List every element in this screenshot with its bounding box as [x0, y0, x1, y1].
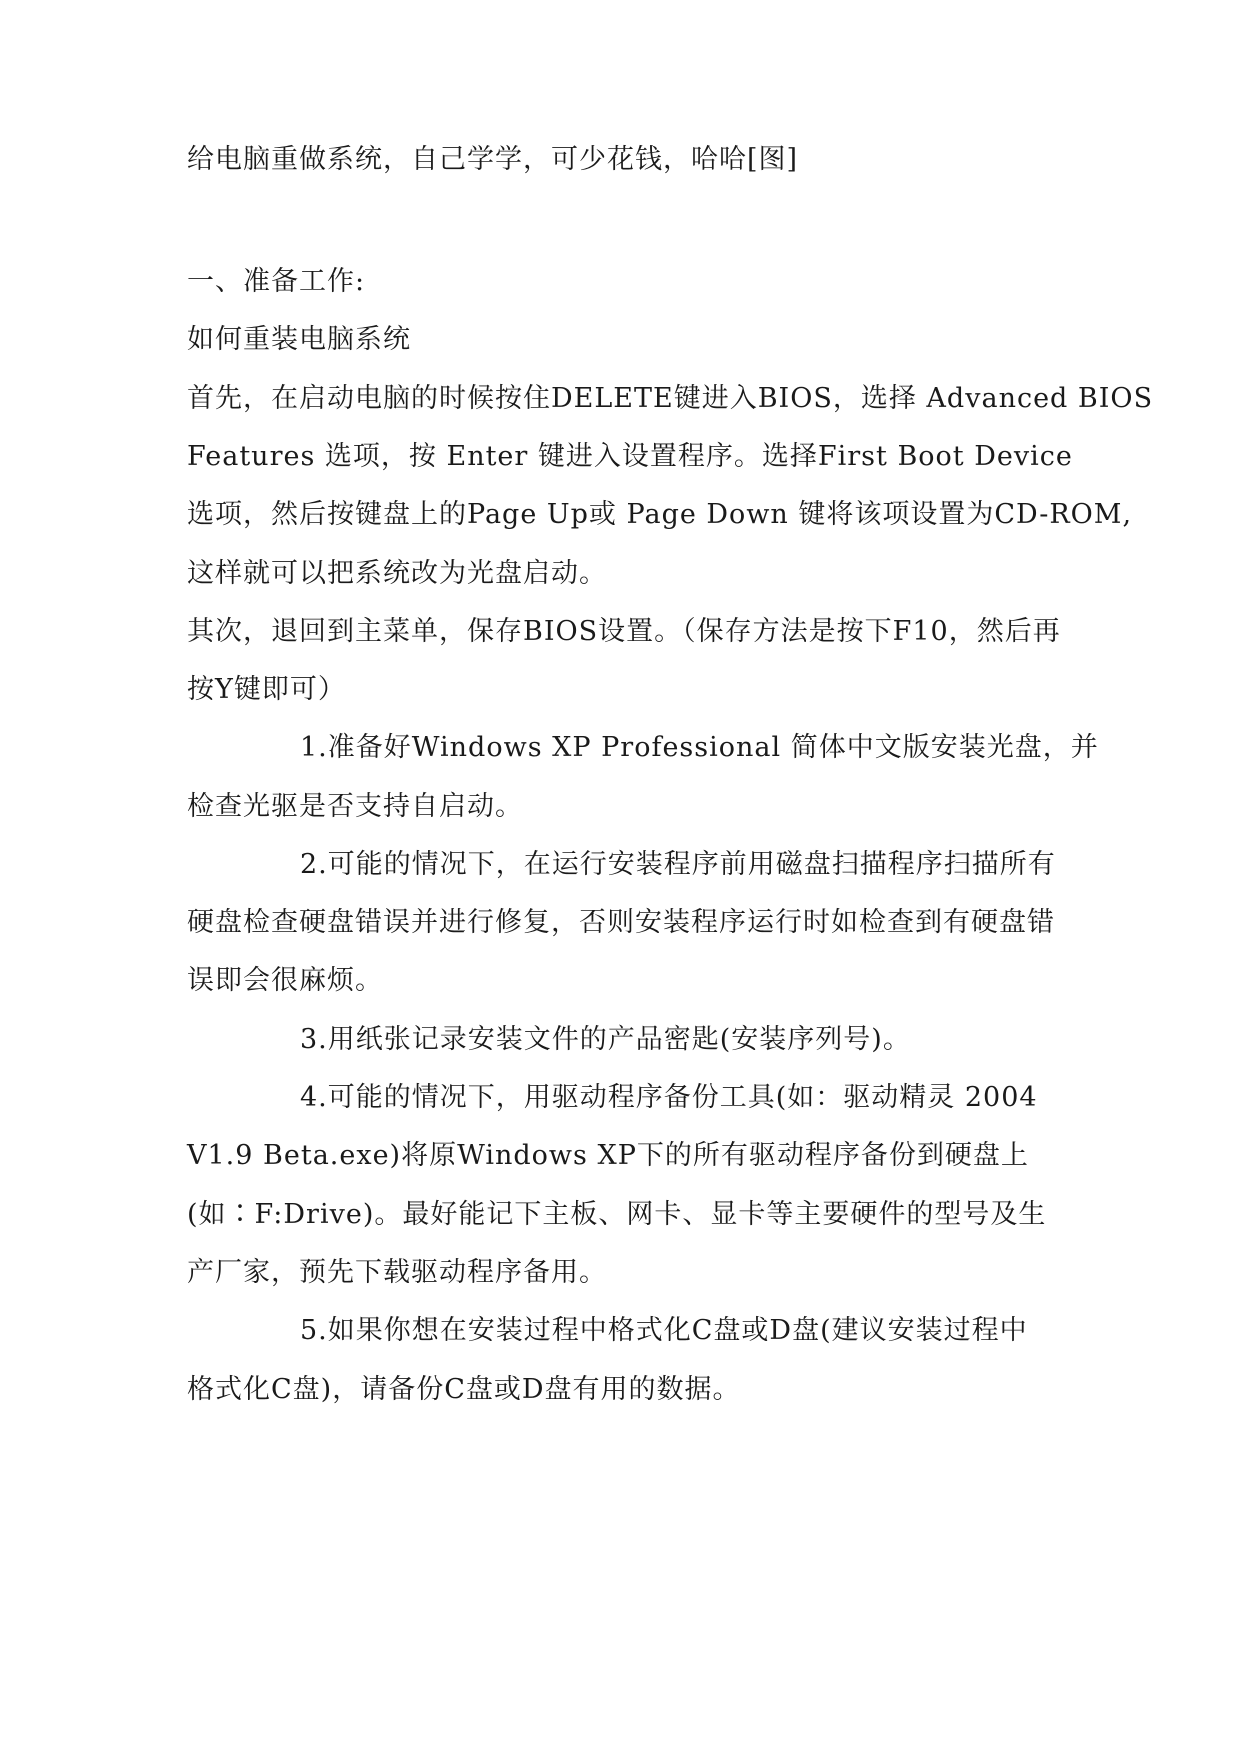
list-item-2: 2.可能的情况下，在运行安装程序前用磁盘扫描程序扫描所有 — [300, 849, 1056, 880]
body-line: 产厂家，预先下载驱动程序备用。 — [187, 1257, 607, 1288]
body-line: 检查光驱是否支持自启动。 — [187, 791, 523, 822]
list-item-4: 4.可能的情况下，用驱动程序备份工具(如：驱动精灵 2004 — [300, 1082, 1038, 1113]
body-line: 按Y键即可） — [187, 674, 346, 705]
list-item-1: 1.准备好Windows XP Professional 简体中文版安装光盘，并 — [300, 732, 1099, 763]
body-line: 误即会很麻烦。 — [187, 965, 383, 996]
body-line: 这样就可以把系统改为光盘启动。 — [187, 558, 607, 589]
subheading: 如何重装电脑系统 — [187, 324, 411, 355]
body-line: 格式化C盘)，请备份C盘或D盘有用的数据。 — [187, 1374, 741, 1405]
body-line: 硬盘检查硬盘错误并进行修复，否则安装程序运行时如检查到有硬盘错 — [187, 907, 1055, 938]
body-line: (如∶F:Drive)。最好能记下主板、网卡、显卡等主要硬件的型号及生 — [187, 1199, 1047, 1230]
body-line: 选项，然后按键盘上的Page Up或 Page Down 键将该项设置为CD-ROM, — [187, 499, 1133, 530]
list-item-3: 3.用纸张记录安装文件的产品密匙(安装序列号)。 — [300, 1024, 911, 1055]
section-heading: 一、准备工作: — [187, 266, 366, 297]
body-line: 首先，在启动电脑的时候按住DELETE键进入BIOS，选择 Advanced BIOS — [187, 383, 1154, 414]
document-title: 给电脑重做系统，自己学学，可少花钱，哈哈[图] — [187, 144, 799, 175]
body-line: Features 选项，按 Enter 键进入设置程序。选择First Boot Device — [187, 441, 1073, 472]
body-line: 其次，退回到主菜单，保存BIOS设置。（保存方法是按下F10，然后再 — [187, 616, 1061, 647]
list-item-5: 5.如果你想在安装过程中格式化C盘或D盘(建议安装过程中 — [300, 1315, 1028, 1346]
body-line: V1.9 Beta.exe)将原Windows XP下的所有驱动程序备份到硬盘上 — [187, 1140, 1029, 1171]
